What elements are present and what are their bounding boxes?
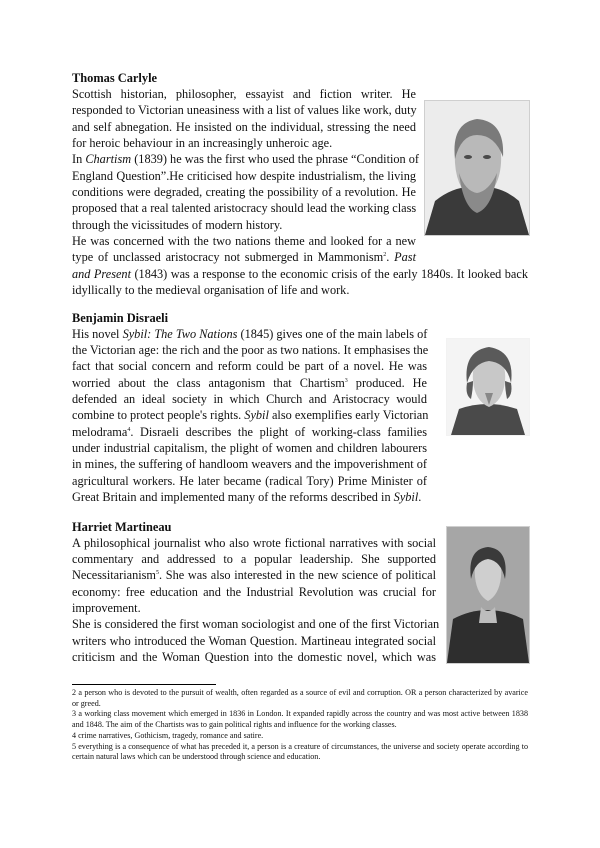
thomas-carlyle-portrait <box>424 100 530 236</box>
text-line: writers who introduced the Woman Question. Martineau integrated social <box>72 633 436 648</box>
footnotes <box>72 688 528 763</box>
text-line: proposed that a real talented aristocracy should lead the working class <box>72 201 417 216</box>
text-line-chartism-fn: worried about the class antagonism that Chartism$^3$ produced. He <box>72 375 427 390</box>
harriet-martineau-portrait <box>446 526 530 664</box>
text-line: the Victorian age: the rich and the poor as two nations. It emphasises the <box>72 342 429 357</box>
text-line: A philosophical journalist who also wrote fictional narratives with social <box>72 535 436 550</box>
benjamin-disraeli-portrait <box>446 338 530 436</box>
text-line: responded to Victorian uneasiness with a list of values like work, duty <box>72 103 417 118</box>
portrait-engraving-icon <box>425 101 529 235</box>
heading-harriet-martineau: Harriet Martineau <box>72 520 172 534</box>
carlyle-paragraph-a <box>72 86 420 266</box>
heading-benjamin-disraeli: Benjamin Disraeli <box>72 311 169 325</box>
text-line: commentary and addressed to a popular leadership. She supported <box>72 551 436 566</box>
text-line: improvement. <box>72 600 141 615</box>
portrait-engraving-icon <box>447 339 529 435</box>
text-line-mammonism: type of unclassed aristocracy not submerged in Mammonism$^2$. Past <box>72 250 416 265</box>
text-line: He was concerned with the two nations theme and looked for a new <box>72 234 416 249</box>
text-line-past-present: and Present (1843) was a response to the economic crisis of the early 1840s. It looked back <box>72 266 528 281</box>
text-line: defended an ideal society in which Church and Aristocracy would <box>72 391 427 406</box>
text-line-chartism: In Chartism (1839) he was the first who used the phrase “Condition of <box>72 152 420 167</box>
text-line-sybil-2: combine to protect people's rights. Sybil also exemplifies early Victorian <box>72 408 429 423</box>
text-line-necessitarianism: Necessitarianism$^5$. She was also interested in the new science of political <box>72 568 436 583</box>
text-line: fact that social concern and reform could be part of a novel. He was <box>72 359 427 374</box>
text-line: agricultural workers. He later became (radical Tory) Prime Minister of <box>72 473 427 488</box>
text-line: criticism and the Woman Question into the domestic novel, which was <box>72 649 436 664</box>
footnote-3: 3 a working class movement which emerged in 1836 in London. It expanded rapidly across the country and was most active between 1838 and 1848. The aim of the Chartists was to gain political rights and influence for the working classes. <box>72 709 528 730</box>
text-line: idyllically to the medieval organisation of life and work. <box>72 283 350 298</box>
text-line: Scottish historian, philosopher, essayist and fiction writer. He <box>72 87 416 101</box>
text-line: and self abnegation. He insisted on the individual, stressing the need <box>72 119 416 134</box>
text-line: for heroic behaviour in an increasingly unheroic age. <box>72 136 333 151</box>
text-line-sybil: His novel Sybil: The Two Nations (1845) gives one of the main labels of <box>72 326 428 341</box>
text-line: conditions were degraded, creating the possibility of a revolution. He <box>72 185 416 200</box>
text-line-melodrama: melodrama$^4$. Disraeli describes the plight of working-class families <box>72 424 427 439</box>
portrait-engraving-icon <box>447 527 529 663</box>
text-line: England Question”.He criticised how despite industrialism, the living <box>72 168 416 183</box>
disraeli-paragraph <box>72 326 427 506</box>
text-line: under industrial capitalism, the plight of women and children labourers <box>72 440 427 455</box>
carlyle-paragraph-b <box>72 266 528 299</box>
footnote-separator <box>72 684 216 685</box>
heading-thomas-carlyle: Thomas Carlyle <box>72 71 158 85</box>
martineau-paragraph <box>72 535 440 666</box>
footnote-5: 5 everything is a consequence of what has preceded it, a person is a creature of circumstances, the universe and society operate according to certain natural laws which can be understood through science and education. <box>72 741 528 762</box>
footnote-4: 4 crime narratives, Gothicism, tragedy, romance and satire. <box>72 730 264 740</box>
text-line: through the vicissitudes of modern history. <box>72 217 283 232</box>
text-line-sybil-3: Great Britain and implemented many of the reforms described in Sybil. <box>72 489 422 504</box>
text-line: in mines, the suffering of handloom weavers and the impoverishment of <box>72 457 427 472</box>
footnote-2: 2 a person who is devoted to the pursuit of wealth, often regarded as a source of evil and corruption. OR a person characterized by avarice or greed. <box>72 688 528 708</box>
text-line: She is considered the first woman sociologist and one of the first Victorian <box>72 617 440 632</box>
text-line: economy: free education and the Industrial Revolution was crucial for <box>72 584 436 599</box>
